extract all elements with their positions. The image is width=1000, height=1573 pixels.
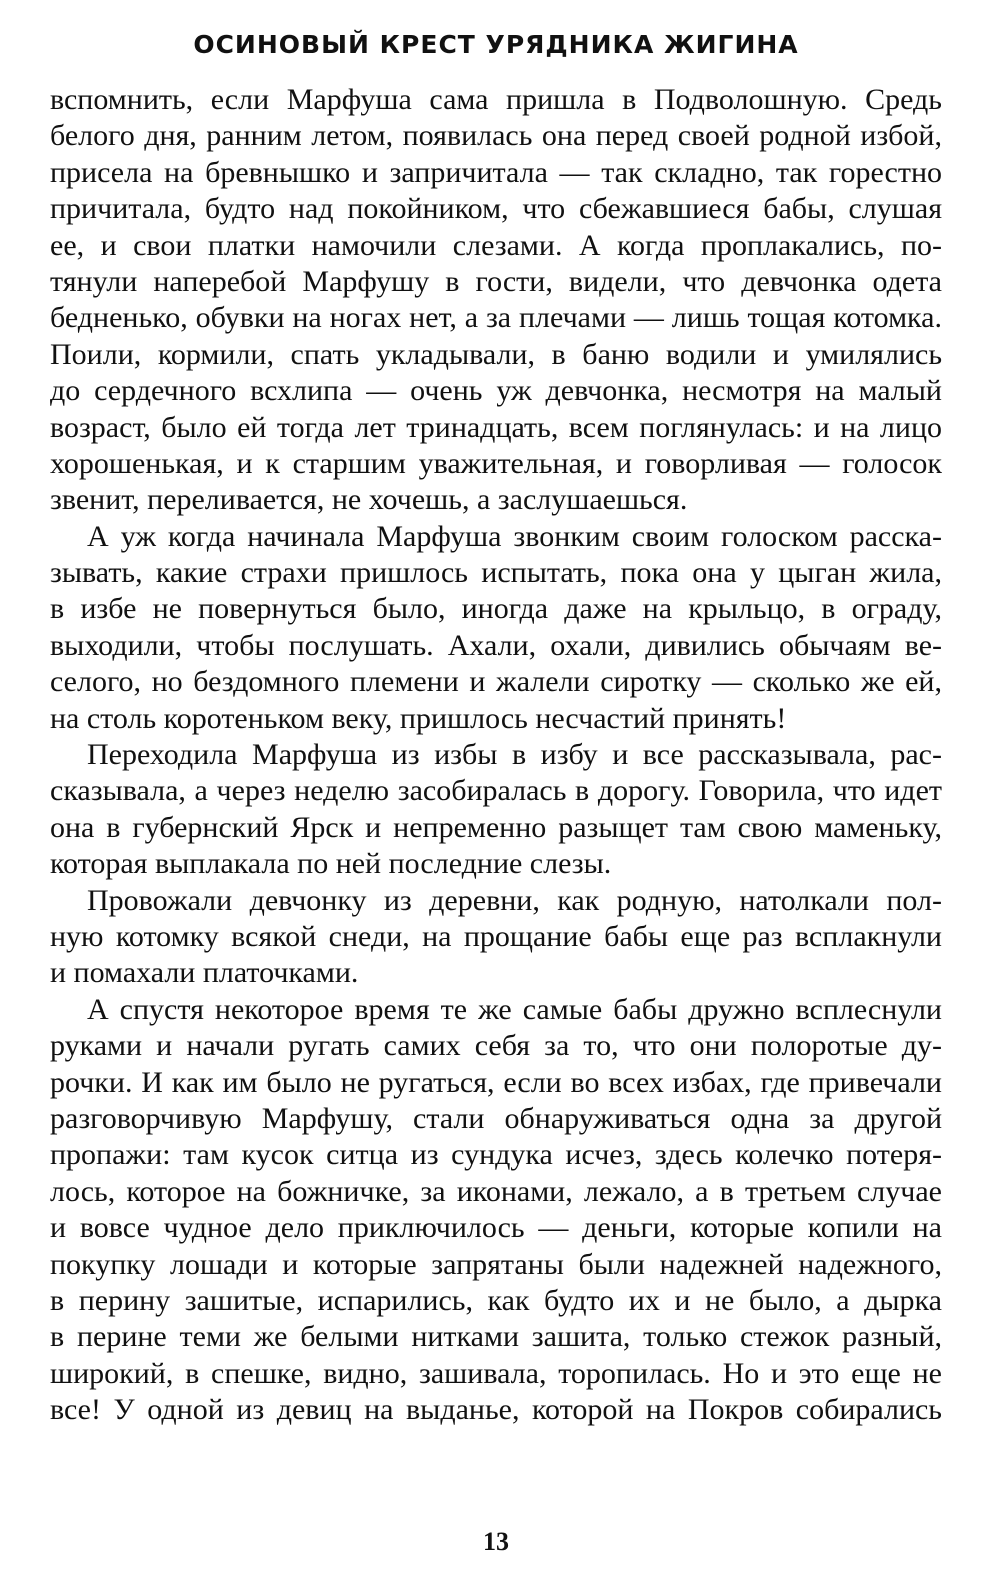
text-line: причитала, будто над покойником, что сбежавшиеся бабы, слушая [50,192,942,226]
text-line: в избе не повернуться было, иногда даже на крыльцо, в ограду, [50,592,942,626]
paragraph [50,82,942,519]
text-line: присела на бревнышко и запричитала — так складно, так горестно [50,155,942,189]
text-line: бедненько, обувки на ногах нет, а за плечами — лишь тощая котомка. [50,301,942,335]
text-line: она в губернский Ярск и непременно разыщет там свою маменьку, [50,810,942,844]
text-line: Поили, кормили, спать укладывали, в баню водили и умилялись [50,337,942,371]
paragraph [50,737,942,883]
text-line: широкий, в спешке, видно, зашивала, торопилась. Но и это еще не [50,1356,942,1390]
page-number: 13 [483,1527,509,1556]
text-line: зывать, какие страхи пришлось испытать, пока она у цыган жила, [50,556,942,590]
text-line: возраст, было ей тогда лет тринадцать, всем поглянулась: и на лицо [50,410,942,444]
book-page [50,0,942,1573]
paragraph [50,519,942,737]
text-line: на столь коротеньком веку, пришлось несчастий принять! [50,701,787,735]
text-line: А уж когда начинала Марфуша звонким своим голоском расска- [87,519,942,553]
body-text [50,82,942,1428]
text-line: вспомнить, если Марфуша сама пришла в Подволошную. Средь [50,83,942,116]
text-line: сказывала, а через неделю засобиралась в дорогу. Говорила, что идет [50,774,942,808]
running-head: ОСИНОВЫЙ КРЕСТ УРЯДНИКА ЖИГИНА [193,30,799,59]
text-line: ную котомку всякой снеди, на прощание бабы еще раз всплакнули [50,919,942,953]
text-line: руками и начали ругать самих себя за то, что они полоротые ду- [50,1029,942,1063]
text-line: покупку лошади и которые запрятаны были надежней надежного, [50,1247,942,1281]
text-line: А спустя некоторое время те же самые бабы дружно всплеснули [87,992,942,1026]
text-line: селого, но бездомного племени и жалели сиротку — сколько же ей, [50,665,942,699]
text-line: все! У одной из девиц на выданье, которой на Покров собирались [50,1393,942,1427]
text-line: и вовсе чудное дело приключилось — деньги, которые копили на [50,1211,942,1245]
text-line: тянули наперебой Марфушу в гости, видели, что девчонка одета [50,264,942,298]
text-line: пропажи: там кусок ситца из сундука исчез, здесь колечко потеря- [50,1138,942,1172]
paragraph [50,992,942,1429]
text-line: выходили, чтобы послушать. Ахали, охали, дивились обычаям ве- [50,628,942,662]
text-line: звенит, переливается, не хочешь, а заслушаешься. [50,483,688,517]
text-line: до сердечного всхлипа — очень уж девчонка, несмотря на малый [50,374,942,408]
text-line: в перину зашитые, испарились, как будто их и не было, а дырка [50,1283,942,1317]
text-line: лось, которое на божничке, за иконами, лежало, а в третьем случае [50,1174,942,1208]
text-line: разговорчивую Марфушу, стали обнаруживаться одна за другой [50,1101,942,1135]
text-line: хорошенькая, и к старшим уважительная, и говорливая — голосок [50,446,942,480]
text-line: Переходила Марфуша из избы в избу и все рассказывала, рас- [87,738,942,772]
text-line: в перине теми же белыми нитками зашита, только стежок разный, [50,1320,942,1354]
text-line: белого дня, ранним летом, появилась она перед своей родной избой, [50,119,942,153]
text-line: рочки. И как им было не ругаться, если во всех избах, где привечали [50,1065,942,1099]
text-line: которая выплакала по ней последние слезы. [50,847,612,881]
text-line: Провожали девчонку из деревни, как родную, натолкали пол- [87,883,942,917]
paragraph [50,883,942,992]
text-line: ее, и свои платки намочили слезами. А когда проплакались, по- [50,228,942,262]
text-line: и помахали платочками. [50,956,359,990]
